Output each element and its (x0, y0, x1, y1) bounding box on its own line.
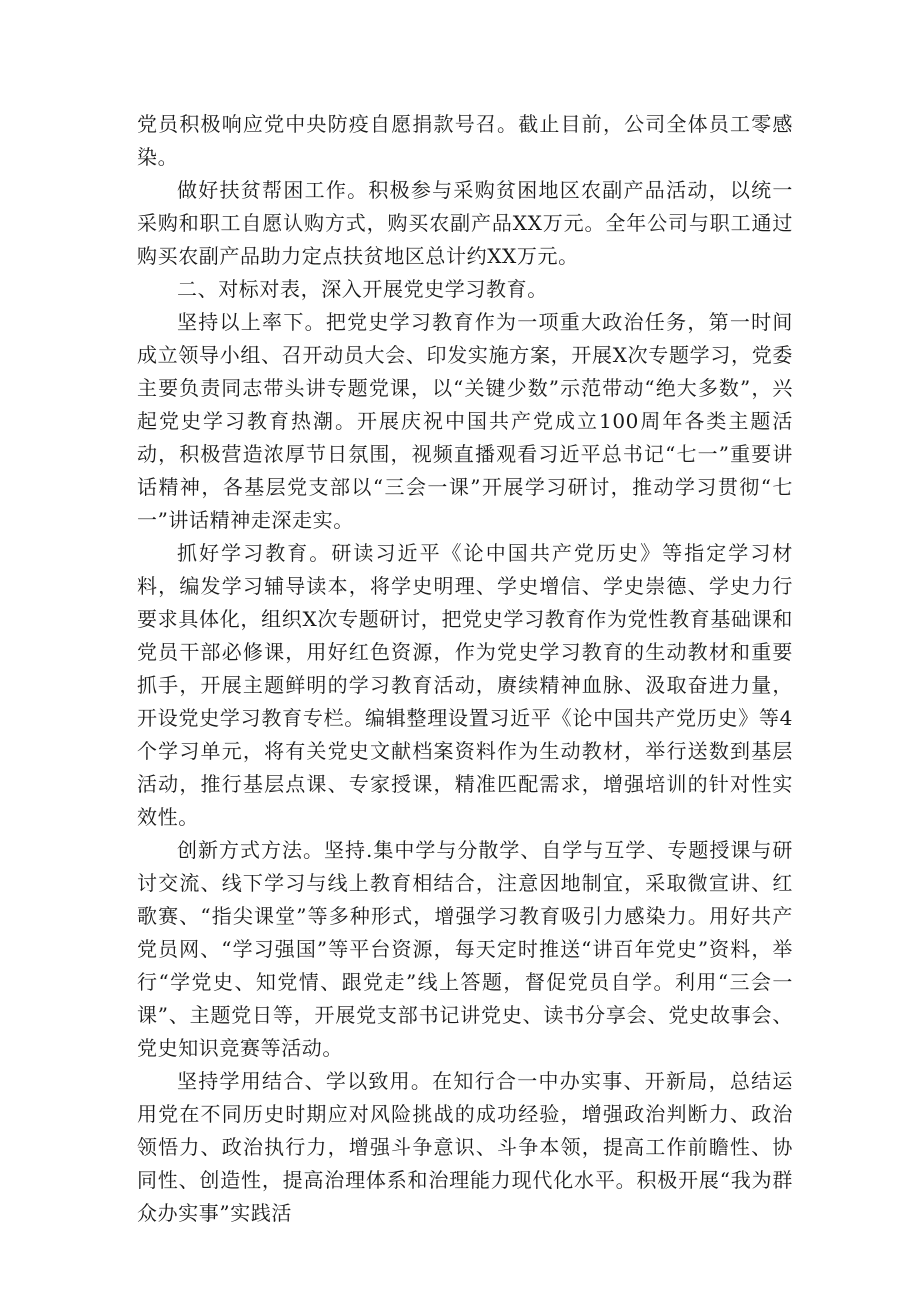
paragraph-2: 做好扶贫帮困工作。积极参与采购贫困地区农副产品活动，以统一采购和职工自愿认购方式，购买农副产品XX万元。全年公司与职工通过购买农副产品助力定点扶贫地区总计约XX万元。 (137, 178, 793, 268)
document-body (137, 108, 793, 1230)
section-heading: 二、对标对表，深入开展党史学习教育。 (177, 277, 548, 301)
paragraph-3: 坚持以上率下。把党史学习教育作为一项重大政治任务，第一时间成立领导小组、召开动员大会、印发实施方案，开展X次专题学习，党委主要负责同志带头讲专题党课，以“关键少数”示范带动“绝大多数”，兴起党史学习教育热潮。开展庆祝中国共产党成立100周年各类主题活动，积极营造浓厚节日氛围，视频直播观看习近平总书记“七一”重要讲话精神，各基层党支部以“三会一课”开展学习研讨，推动学习贯彻“七一”讲话精神走深走实。 (137, 310, 793, 532)
paragraph-6: 坚持学用结合、学以致用。在知行合一中办实事、开新局，总结运用党在不同历史时期应对风险挑战的成功经验，增强政治判断力、政治领悟力、政治执行力，增强斗争意识、斗争本领，提高工作前瞻性、协同性、创造性，提高治理体系和治理能力现代化水平。积极开展“我为群众办实事”实践活 (137, 1069, 793, 1225)
paragraph-4: 抓好学习教育。研读习近平《论中国共产党历史》等指定学习材料，编发学习辅导读本，将学史明理、学史增信、学史崇德、学史力行要求具体化，组织X次专题研讨，把党史学习教育作为党性教育基础课和党员干部必修课，用好红色资源，作为党史学习教育的生动教材和重要抓手，开展主题鲜明的学习教育活动，赓续精神血脉、汲取奋进力量，开设党史学习教育专栏。编辑整理设置习近平《论中国共产党历史》等4个学习单元，将有关党史文献档案资料作为生动教材，举行送数到基层活动，推行基层点课、专家授课，精准匹配需求，增强培训的针对性实效性。 (137, 541, 793, 829)
paragraph-5: 创新方式方法。坚持.集中学与分散学、自学与互学、专题授课与研讨交流、线下学习与线上教育相结合，注意因地制宜，采取微宣讲、红歌赛、“指尖课堂”等多种形式，增强学习教育吸引力感染力。用好共产党员网、“学习强国”等平台资源，每天定时推送“讲百年党史”资料，举行“学党史、知党情、跟党走”线上答题，督促党员自学。利用“三会一课”、主题党日等，开展党支部书记讲党史、读书分享会、党史故事会、党史知识竞赛等活动。 (137, 838, 793, 1060)
paragraph-1: 党员积极响应党中央防疫自愿捐款号召。截止目前，公司全体员工零感染。 (137, 112, 793, 169)
